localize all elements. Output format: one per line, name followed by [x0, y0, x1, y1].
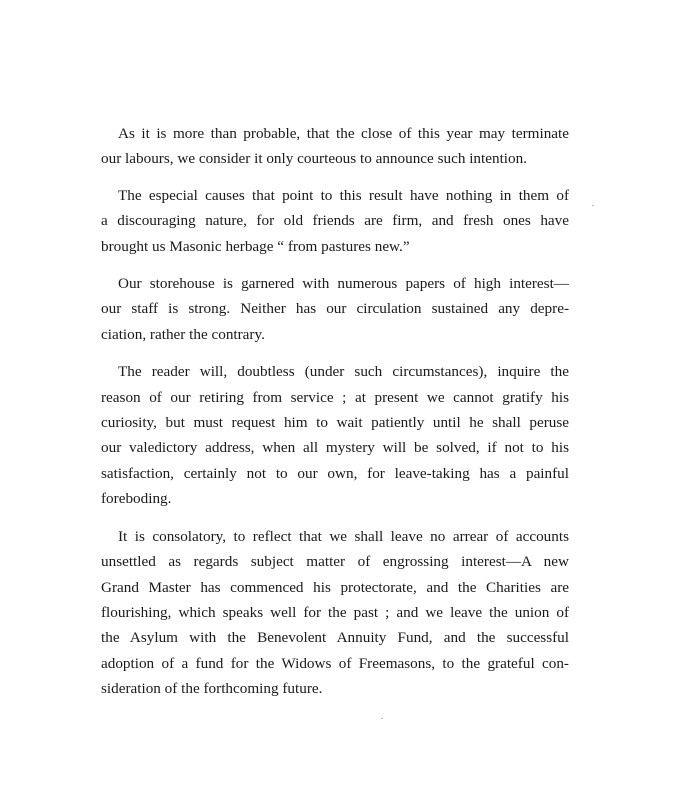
paragraph-reader	[101, 359, 569, 511]
text-line: flourishing, which speaks well for the past ; and we leave the union of	[101, 603, 569, 621]
scan-speck	[592, 205, 594, 206]
text-line: brought us Masonic herbage “ from pastures new.”	[101, 237, 410, 255]
text-line: ciation, rather the contrary.	[101, 325, 265, 343]
text-line: satisfaction, certainly not to our own, for leave-taking has a painful	[101, 464, 569, 482]
text-line: The especial causes that point to this result have nothing in them of	[118, 186, 569, 204]
text-line: our staff is strong. Neither has our circulation sustained any depre-	[101, 300, 569, 318]
text-line: our labours, we consider it only courteous to announce such intention.	[101, 150, 527, 168]
paragraph-causes	[101, 183, 569, 259]
text-line: reason of our retiring from service ; at present we cannot gratify his	[101, 388, 569, 406]
scan-speck	[381, 718, 383, 719]
text-line: foreboding.	[101, 490, 172, 508]
text-line: sideration of the forthcoming future.	[101, 680, 323, 698]
text-line: As it is more than probable, that the close of this year may terminate	[118, 125, 569, 142]
paragraph-consolatory	[101, 524, 569, 702]
paragraph-storehouse	[101, 271, 569, 347]
text-line: Grand Master has commenced his protectorate, and the Charities are	[101, 578, 569, 596]
text-line: curiosity, but must request him to wait patiently until he shall peruse	[101, 414, 569, 432]
paragraph-announcement	[101, 121, 569, 172]
text-line: The reader will, doubtless (under such circumstances), inquire the	[118, 363, 569, 381]
text-line: the Asylum with the Benevolent Annuity Fund, and the successful	[101, 629, 569, 647]
text-line: our valedictory address, when all mystery will be solved, if not to his	[101, 439, 569, 457]
text-line: a discouraging nature, for old friends are firm, and fresh ones have	[101, 212, 569, 230]
document-page	[101, 121, 569, 714]
text-line: It is consolatory, to reflect that we shall leave no arrear of accounts	[118, 527, 569, 545]
text-line: Our storehouse is garnered with numerous papers of high interest—	[118, 275, 569, 293]
text-line: adoption of a fund for the Widows of Freemasons, to the grateful con-	[101, 654, 569, 672]
text-line: unsettled as regards subject matter of engrossing interest—A new	[101, 553, 569, 571]
